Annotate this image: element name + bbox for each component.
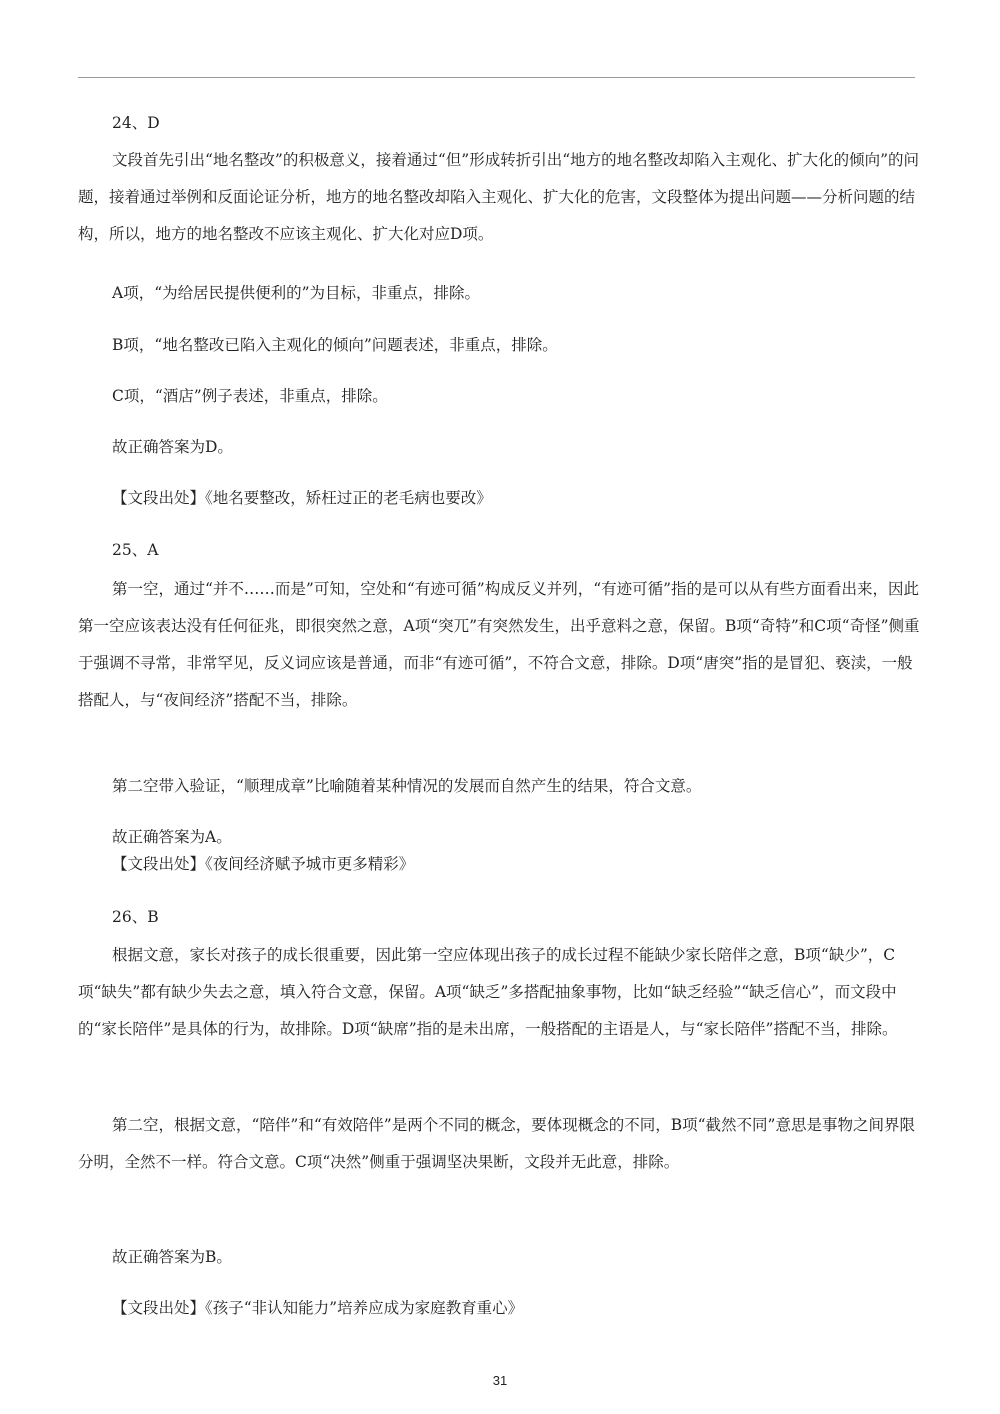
q26-blank2: 第二空，根据文意，“陪伴”和“有效陪伴”是两个不同的概念，要体现概念的不同，B项“截然不同”意思是事物之间界限分明，全然不一样。符合文意。C项“决然”侧重于强调坚决果断，文段并无此意，排除。 (78, 1116, 915, 1171)
q24-title: 24、D (112, 114, 160, 132)
q26-title: 26、B (112, 908, 159, 926)
q24-analysis: 文段首先引出“地名整改”的积极意义，接着通过“但”形成转折引出“地方的地名整改却陷入主观化、扩大化的倾向”的问题，接着通过举例和反面论证分析，地方的地名整改却陷入主观化、扩大化的危害，文段整体为提出问题——分析问题的结构，所以，地方的地名整改不应该主观化、扩大化对应D项。 (78, 151, 920, 243)
q24-option-c: C项，“酒店”例子表述，非重点，排除。 (112, 387, 388, 405)
page-number: 31 (492, 1373, 508, 1388)
q25-blank2: 第二空带入验证，“顺理成章”比喻随着某种情况的发展而自然产生的结果，符合文意。 (112, 777, 702, 795)
q25-answer: 故正确答案为A。 (112, 828, 232, 846)
q24-answer: 故正确答案为D。 (112, 438, 233, 456)
q24-option-b: B项，“地名整改已陷入主观化的倾向”问题表述，非重点，排除。 (112, 336, 558, 354)
q26-analysis: 根据文意，家长对孩子的成长很重要，因此第一空应体现出孩子的成长过程不能缺少家长陪伴之意，B项“缺少”，C项“缺失”都有缺少失去之意，填入符合文意，保留。A项“缺乏”多搭配抽象事物，比如“缺乏经验”“缺乏信心”，而文段中的“家长陪伴”是具体的行为，故排除。D项“缺席”指的是未出席，一般搭配的主语是人，与“家长陪伴”搭配不当，排除。 (78, 946, 898, 1038)
q25-source: 【文段出处】《夜间经济赋予城市更多精彩》 (112, 855, 415, 873)
q24-option-a: A项，“为给居民提供便利的”为目标，非重点，排除。 (112, 284, 481, 302)
header-rule (78, 77, 915, 78)
q25-title: 25、A (112, 541, 159, 559)
q26-source: 【文段出处】《孩子“非认知能力”培养应成为家庭教育重心》 (112, 1299, 524, 1317)
q26-answer: 故正确答案为B。 (112, 1248, 232, 1266)
q24-source: 【文段出处】《地名要整改，矫枉过正的老毛病也要改》 (112, 489, 492, 507)
q25-analysis: 第一空，通过“并不……而是”可知，空处和“有迹可循”构成反义并列，“有迹可循”指的是可以从有些方面看出来，因此第一空应该表达没有任何征兆，即很突然之意，A项“突兀”有突然发生，出乎意料之意，保留。B项“奇特”和C项“奇怪”侧重于强调不寻常，非常罕见，反义词应该是普通，而非“有迹可循”，不符合文意，排除。D项“唐突”指的是冒犯、亵渎，一般搭配人，与“夜间经济”搭配不当，排除。 (78, 580, 920, 709)
